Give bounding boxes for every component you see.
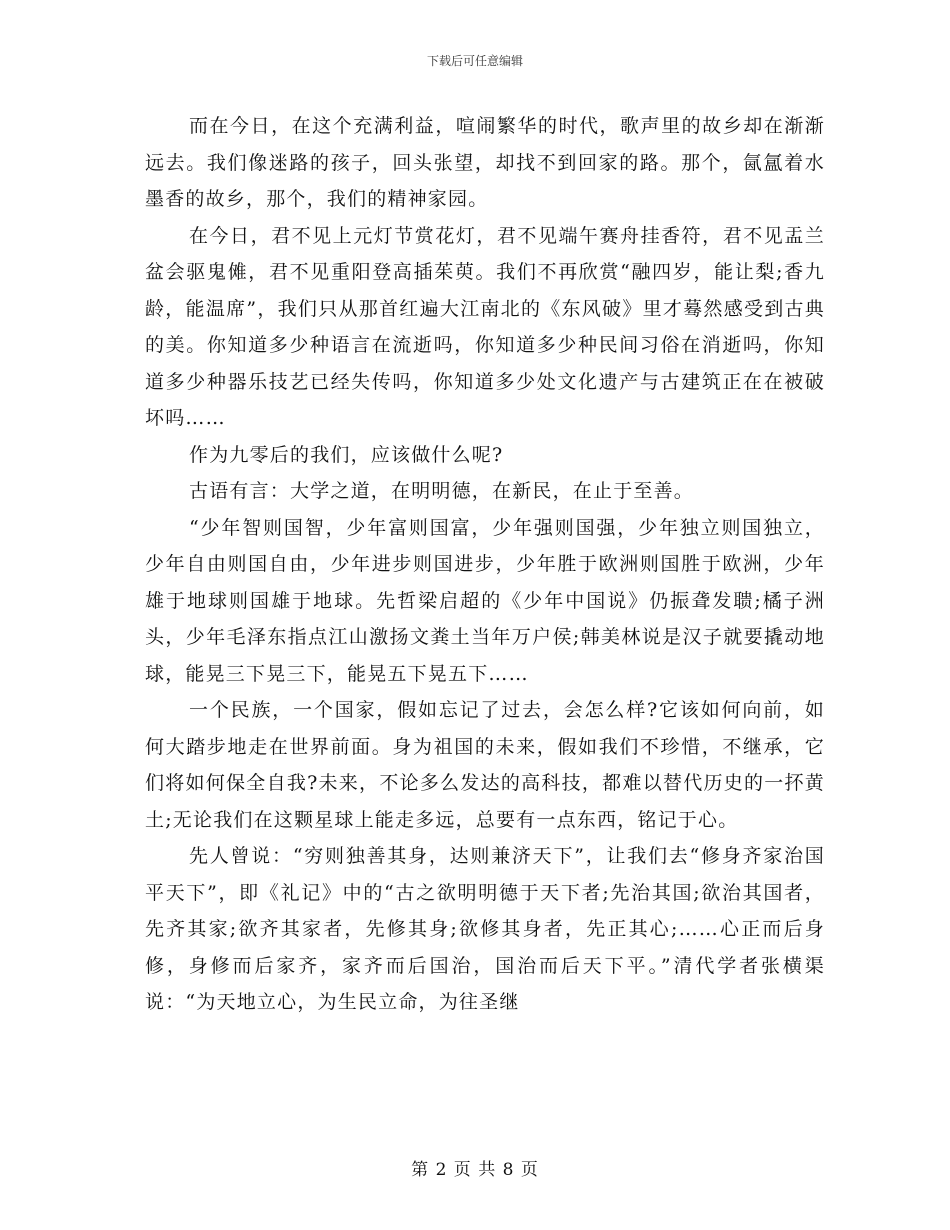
document-body bbox=[145, 108, 825, 1021]
paragraph: 一个民族，一个国家，假如忘记了过去，会怎么样?它该如何向前，如何大踏步地走在世界前面。身为祖国的未来，假如我们不珍惜，不继承，它们将如何保全自我?未来，不论多么发达的高科技，都难以替代历史的一抔黄土;无论我们在这颗星球上能走多远，总要有一点东西，铭记于心。 bbox=[145, 699, 825, 831]
page-header: 下载后可任意编辑 bbox=[426, 54, 523, 68]
paragraph: 在今日，君不见上元灯节赏花灯，君不见端午赛舟挂香符，君不见盂兰盆会驱鬼傩，君不见重阳登高插茱萸。我们不再欣赏“融四岁，能让梨;香九龄，能温席”，我们只从那首红遍大江南北的《东风破》里才蓦然感受到古典的美。你知道多少种语言在流逝吗，你知道多少种民间习俗在消逝吗，你知道多少种器乐技艺已经失传吗，你知道多少处文化遗产与古建筑正在在被破坏吗…… bbox=[145, 224, 825, 429]
paragraph: 先人曾说：“穷则独善其身，达则兼济天下”，让我们去“修身齐家治国平天下”，即《礼记》中的“古之欲明明德于天下者;先治其国;欲治其国者，先齐其家;欲齐其家者，先修其身;欲修其身者，先正其心;……心正而后身修，身修而后家齐，家齐而后国治，国治而后天下平。”清代学者张横渠说：“为天地立心，为生民立命，为往圣继 bbox=[145, 845, 825, 1013]
paragraph: “少年智则国智，少年富则国富，少年强则国强，少年独立则国独立，少年自由则国自由，少年进步则国进步，少年胜于欧洲则国胜于欧洲，少年雄于地球则国雄于地球。先哲梁启超的《少年中国说》仍振聋发聩;橘子洲头，少年毛泽东指点江山激扬文粪土当年万户侯;韩美林说是汉子就要撬动地球，能晃三下晃三下，能晃五下晃五下…… bbox=[145, 516, 825, 685]
page-footer: 第 2 页 共 8 页 bbox=[411, 1160, 539, 1180]
paragraph: 而在今日，在这个充满利益，喧闹繁华的时代，歌声里的故乡却在渐渐远去。我们像迷路的孩子，回头张望，却找不到回家的路。那个，氤氲着水墨香的故乡，那个，我们的精神家园。 bbox=[145, 115, 825, 210]
paragraph: 作为九零后的我们，应该做什么呢? bbox=[189, 443, 504, 466]
paragraph: 古语有言：大学之道，在明明德，在新民，在止于至善。 bbox=[189, 480, 695, 502]
